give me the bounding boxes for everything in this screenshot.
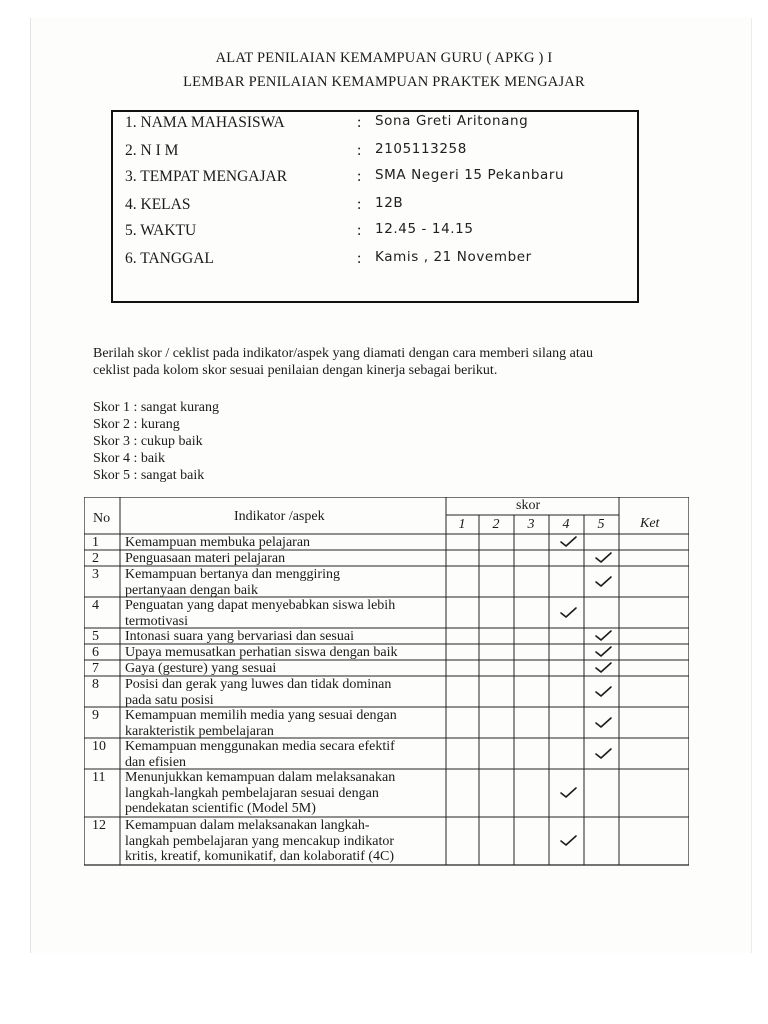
checkmark-icon	[594, 629, 614, 643]
indicator-text: dan efisien	[125, 754, 187, 770]
assessment-table	[84, 497, 689, 915]
identity-row	[125, 250, 645, 274]
identity-handwritten-value: Kamis , 21 November	[375, 249, 532, 265]
row-number: 1	[92, 535, 99, 550]
identity-colon: :	[357, 222, 362, 239]
identity-row	[125, 196, 645, 220]
row-number: 12	[92, 818, 106, 833]
indicator-text: Penguatan yang dapat menyebabkan siswa lebih	[125, 598, 396, 613]
header-ket: Ket	[640, 516, 660, 531]
checkmark-icon	[559, 606, 579, 620]
row-number: 10	[92, 739, 106, 754]
header-score-1: 1	[458, 517, 466, 532]
row-number: 7	[92, 661, 99, 676]
score-scale-item: Skor 2 : kurang	[93, 417, 180, 432]
indicator-text: pada satu posisi	[125, 692, 214, 708]
identity-handwritten-value: 12.45 - 14.15	[375, 221, 474, 237]
document-title: ALAT PENILAIAN KEMAMPUAN GURU ( APKG ) I	[215, 50, 553, 66]
checkmark-icon	[594, 575, 614, 589]
identity-row	[125, 142, 645, 166]
indicator-text: termotivasi	[125, 613, 188, 629]
header-no: No	[93, 511, 111, 526]
instruction-line: Berilah skor / ceklist pada indikator/aspek yang diamati dengan cara memberi silang atau	[93, 346, 593, 361]
row-number: 2	[92, 551, 99, 566]
indicator-text: Kemampuan menggunakan media secara efektif	[125, 739, 395, 754]
checkmark-icon	[594, 551, 614, 565]
identity-handwritten-value: 2105113258	[375, 141, 467, 157]
identity-colon: :	[357, 114, 362, 131]
identity-handwritten-value: SMA Negeri 15 Pekanbaru	[375, 167, 565, 183]
indicator-text: Posisi dan gerak yang luwes dan tidak dominan	[125, 677, 392, 692]
indicator-text: pendekatan scientific (Model 5M)	[125, 801, 316, 816]
score-scale-item: Skor 5 : sangat baik	[93, 468, 205, 483]
checkmark-icon	[559, 834, 579, 848]
row-number: 4	[92, 598, 99, 613]
indicator-text: Penguasaan materi pelajaran	[125, 551, 286, 566]
score-scale-item: Skor 3 : cukup baik	[93, 434, 203, 449]
identity-label: 5. WAKTU	[125, 222, 197, 239]
row-number: 11	[92, 770, 106, 785]
identity-label: 4. KELAS	[125, 196, 191, 213]
checkmark-icon	[594, 716, 614, 730]
indicator-text: Menunjukkan kemampuan dalam melaksanakan	[125, 770, 396, 785]
header-indicator: Indikator /aspek	[234, 509, 325, 524]
header-skor: skor	[516, 498, 541, 513]
header-score-2: 2	[492, 517, 500, 532]
identity-handwritten-value: 12B	[375, 195, 404, 211]
header-score-4: 4	[562, 517, 570, 532]
indicator-text: kritis, kreatif, komunikatif, dan kolaboratif (4C)	[125, 849, 395, 864]
indicator-text: Gaya (gesture) yang sesuai	[125, 661, 277, 676]
row-number: 5	[92, 629, 99, 644]
checkmark-icon	[559, 786, 579, 800]
identity-colon: :	[357, 142, 362, 159]
indicator-text: Kemampuan dalam melaksanakan langkah-	[125, 818, 370, 833]
indicator-text: Intonasi suara yang bervariasi dan sesuai	[125, 629, 354, 644]
indicator-text: langkah-langkah pembelajaran sesuai dengan	[125, 785, 379, 801]
identity-colon: :	[357, 168, 362, 185]
row-number: 3	[92, 567, 99, 582]
instruction-line: ceklist pada kolom skor sesuai penilaian dengan kinerja sebagai berikut.	[93, 363, 498, 378]
header-score-5: 5	[597, 517, 605, 532]
identity-label: 6. TANGGAL	[125, 250, 214, 267]
checkmark-icon	[559, 535, 579, 549]
checkmark-icon	[594, 747, 614, 761]
indicator-text: Kemampuan bertanya dan menggiring	[125, 567, 340, 582]
identity-row	[125, 168, 645, 192]
identity-label: 3. TEMPAT MENGAJAR	[125, 168, 288, 185]
identity-label: 1. NAMA MAHASISWA	[125, 114, 285, 131]
identity-colon: :	[357, 196, 362, 213]
score-scale-item: Skor 4 : baik	[93, 451, 165, 466]
checkmark-icon	[594, 685, 614, 699]
identity-label: 2. N I M	[125, 142, 179, 159]
identity-colon: :	[357, 250, 362, 267]
indicator-text: Kemampuan memilih media yang sesuai dengan	[125, 708, 397, 723]
row-number: 6	[92, 645, 99, 660]
checkmark-icon	[594, 645, 614, 659]
document-subtitle: LEMBAR PENILAIAN KEMAMPUAN PRAKTEK MENGAJAR	[183, 74, 585, 90]
score-scale-item: Skor 1 : sangat kurang	[93, 400, 219, 415]
indicator-text: langkah pembelajaran yang mencakup indikator	[125, 833, 395, 849]
indicator-text: Kemampuan membuka pelajaran	[125, 535, 311, 550]
row-number: 9	[92, 708, 99, 723]
row-number: 8	[92, 677, 99, 692]
indicator-text: Upaya memusatkan perhatian siswa dengan baik	[125, 645, 398, 660]
identity-row	[125, 114, 645, 138]
instruction-paragraph	[93, 345, 673, 379]
checkmark-icon	[594, 661, 614, 675]
indicator-text: pertanyaan dengan baik	[125, 582, 258, 598]
identity-handwritten-value: Sona Greti Aritonang	[375, 113, 529, 129]
header-score-3: 3	[527, 517, 535, 532]
identity-row	[125, 222, 645, 246]
indicator-text: karakteristik pembelajaran	[125, 723, 274, 739]
